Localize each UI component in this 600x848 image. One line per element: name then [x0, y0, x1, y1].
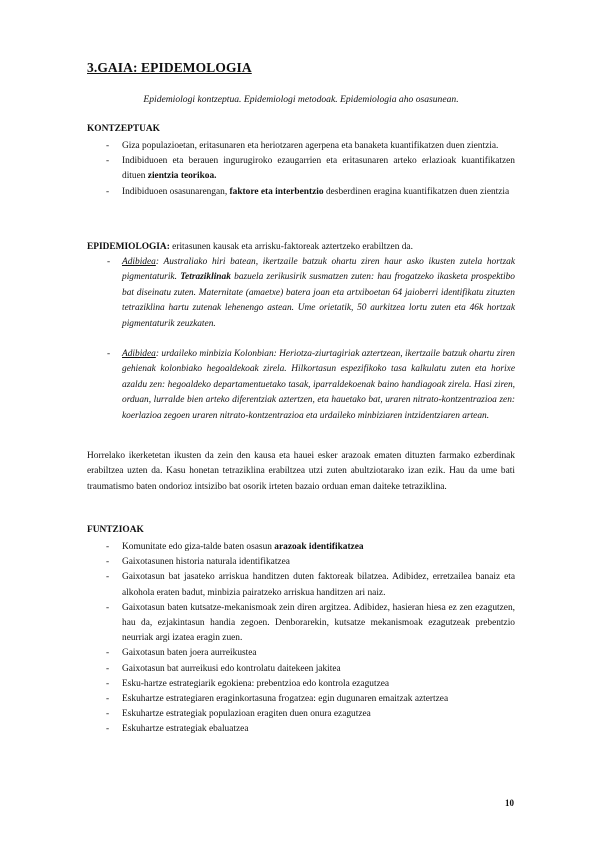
- chapter-subtitle: Epidemiologi kontzeptua. Epidemiologi metodoak. Epidemiologia aho osasunean.: [143, 94, 459, 105]
- item-text: Gaixotasun bat aurreikusi edo kontrolatu daitekeen jakitea: [122, 663, 341, 674]
- item-text: Gaixotasun baten kutsatze-mekanismoak zein diren argitzea. Adibidez, hasieran hiesa ez zen ezagutzen, hau da, ezjakintasun handia zegoen. Denborarekin, kutsatze mekanismoak ezagutzeak prebentzio neurriak argi izatea eragin zuen.: [122, 602, 515, 644]
- tetraziklina-paragraph: Horrelako ikerketetan ikusten da zein den kausa eta hauei esker arazoak ematen dituzten farmako ezberdinak erabiltzea uzten da. Kasu honetan tetraziklina erabiltzea utzi zuten abultziotarako izan ezik. Hau da ume bati traumatismo baten ondorioz intsizibo bat osorik irteten bazaio orduan eman daiteke tetraziklina.: [87, 451, 515, 492]
- list-item: [87, 692, 515, 707]
- bullet-dash: -: [106, 709, 110, 720]
- bullet-dash: -: [106, 648, 110, 659]
- list-item: [87, 677, 515, 692]
- funtzioak-list: [87, 540, 515, 738]
- list-item: [87, 555, 515, 570]
- bullet-dash: -: [106, 602, 110, 613]
- example-australia: [107, 255, 515, 332]
- item-text: Gaixotasun baten joera aurreikustea: [122, 648, 257, 659]
- example-text: : Australiako hiri batean, ikertzaile batzuk ohartu ziren haur asko ikusten zutela hortzak pigmentaturik.: [122, 257, 515, 283]
- list-item: [87, 540, 515, 555]
- list-item: [87, 707, 515, 722]
- bullet-dash: -: [106, 141, 110, 151]
- item-text: Gaixotasunen historia naturala identifikatzea: [122, 557, 290, 568]
- item-bold-text: zientzia teorikoa.: [147, 171, 217, 182]
- list-item: [87, 662, 515, 677]
- epidemiologia-definition: [87, 240, 515, 255]
- list-item: [87, 185, 515, 200]
- example-text-end: bazuela zerikusirik susmatzen zuten: hau frogatzeko ikasketa prospektibo bat diseinatu zuten. Maternitate (amaetxe) batera joan eta artxiboetan 64 jaioberri identifikatu zituzten tetraziklina hartu zutenak lehenengo astean. Ume orietatik, 50 aurkitzea lortu zuten eta 46k hortzak pigmentaturik zeuzkaten.: [122, 272, 515, 329]
- list-item: [87, 722, 515, 737]
- bullet-dash: -: [106, 572, 110, 583]
- example-bold-text: Tetraziklinak: [180, 272, 231, 283]
- item-text-end: desberdinen eragina kuantifikatzen duen zientzia: [323, 186, 510, 197]
- item-text: Eskuhartze estrategiaren eraginkortasuna frogatzea: egin dugunaren emaitzak aztertzea: [122, 694, 449, 705]
- example-kolonbia: [107, 347, 515, 424]
- item-text: Eskuhartze estrategiak populazioan eragiten duen onura ezagutzea: [122, 709, 371, 720]
- example-label: Adibidea: [122, 349, 156, 359]
- list-item: [87, 154, 515, 184]
- bullet-dash: -: [106, 186, 110, 197]
- item-text: Giza populazioetan, eritasunaren eta heriotzaren agerpena eta banaketa kuantifikatzen duen zientzia.: [122, 141, 499, 151]
- item-text: Gaixotasun bat jasateko arriskua handitzen duten faktoreak bilatzea. Adibidez, erretzailea banaiz eta alkohola eraten badut, minbizia pairatzeko arriskua handitzen ari naiz.: [122, 572, 515, 598]
- item-text: Indibiduoen eta berauen ingurugiroko ezaugarrien eta eritasunaren arteko erlazioak kuantifikatzen dituen: [122, 156, 515, 182]
- item-bold-text: faktore eta interbentzio: [229, 186, 324, 197]
- kontzeptuak-heading: KONTZEPTUAK: [87, 124, 160, 134]
- item-text: Eskuhartze estrategiak ebaluatzea: [122, 724, 249, 735]
- list-item: [87, 570, 515, 600]
- item-text: Komunitate edo giza-talde baten osasun: [122, 542, 275, 552]
- item-bold-text: arazoak identifikatzea: [274, 542, 364, 552]
- item-text: Indibiduoen osasunarengan,: [122, 186, 230, 197]
- bullet-dash: -: [106, 156, 110, 167]
- epidemiologia-heading: EPIDEMIOLOGIA:: [87, 242, 170, 252]
- bullet-dash: -: [106, 694, 110, 705]
- bullet-dash: -: [106, 542, 110, 552]
- bullet-dash: -: [106, 557, 110, 568]
- list-item: [87, 646, 515, 661]
- page-number: 10: [505, 798, 514, 808]
- item-text: Esku-hartze estrategiarik egokiena: prebentzioa edo kontrola ezagutzea: [122, 678, 390, 689]
- bullet-dash: -: [107, 349, 111, 359]
- chapter-title: 3.GAIA: EPIDEMOLOGIA: [87, 60, 252, 75]
- list-item: [87, 139, 515, 154]
- example-label: Adibidea: [122, 257, 156, 267]
- kontzeptuak-list: [87, 139, 515, 200]
- example-text: : urdaileko minbizia Kolonbian: Heriotza-ziurtagiriak aztertzean, ikertzaile batzuk ohartu ziren gehienak kolonbiako hegoaldekoak zirela. Hilkortasun espezifikoko tasa kalkulatu zuten eta horixe azaldu zen: hegoaldeko departamentuetako tasak, iparraldekoenak baino handiagoak zirela. Hasi ziren, orduan, lurralde bien arteko diferentziak aztertzen, eta hauetako bat, uraren nitrato-kontzentrazioa zen: koerlazioa zegoen uraren nitrato-kontzentrazioa eta urdaileko minbiziaren intzidentziaren artean.: [122, 349, 515, 421]
- bullet-dash: -: [107, 257, 111, 267]
- funtzioak-heading: FUNTZIOAK: [87, 525, 144, 535]
- bullet-dash: -: [106, 678, 110, 689]
- list-item: [87, 601, 515, 647]
- epidemiologia-definition-text: eritasunen kausak eta arrisku-faktoreak aztertzeko erabiltzen da.: [169, 242, 413, 252]
- bullet-dash: -: [106, 663, 110, 674]
- bullet-dash: -: [106, 724, 110, 735]
